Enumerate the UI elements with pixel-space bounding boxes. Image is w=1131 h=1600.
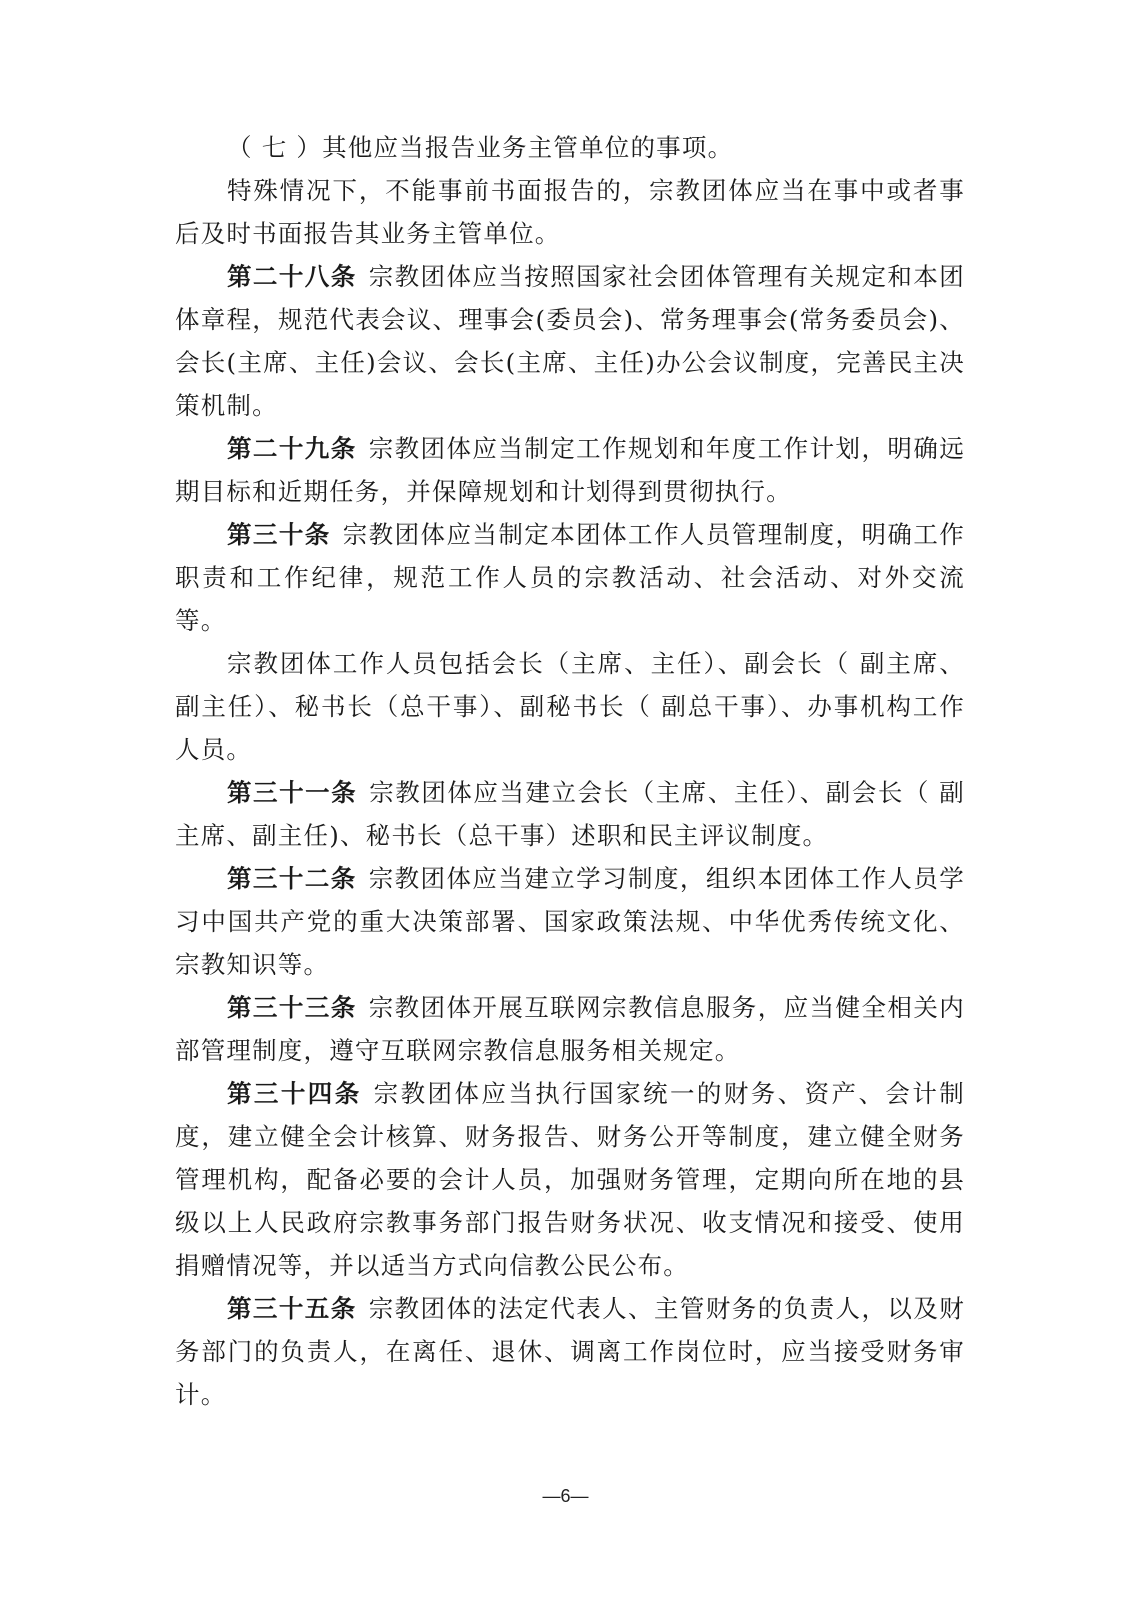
article-28 — [175, 255, 965, 427]
article-34 — [175, 1072, 965, 1287]
paragraph-item-7 — [175, 126, 965, 169]
article-35 — [175, 1287, 965, 1416]
paragraph-text: 宗教团体工作人员包括会长（主席、主任）、副会长（ 副主席、副主任）、秘书长（总干事）、副秘书长（ 副总干事）、办事机构工作人员。 — [175, 649, 965, 764]
paragraph-text: 宗教团体应当按照国家社会团体管理有关规定和本团体章程，规范代表会议、理事会(委员会)、常务理事会(常务委员会)、 会长(主席、主任)会议、会长(主席、主任)办公会议制度，完善民主决策机制。 — [175, 262, 965, 420]
article-heading: 第三十五条 — [227, 1294, 357, 1323]
article-heading: 第二十八条 — [227, 262, 357, 291]
paragraph-text: 特殊情况下，不能事前书面报告的，宗教团体应当在事中或者事后及时书面报告其业务主管单位。 — [175, 176, 965, 248]
document-body — [175, 126, 965, 1416]
paragraph-special-case — [175, 169, 965, 255]
paragraph-text: （ 七 ）其他应当报告业务主管单位的事项。 — [227, 133, 734, 162]
paragraph-text: 宗教团体应当执行国家统一的财务、资产、会计制度，建立健全会计核算、财务报告、财务公开等制度，建立健全财务管理机构，配备必要的会计人员，加强财务管理，定期向所在地的县级以上人民政府宗教事务部门报告财务状况、收支情况和接受、使用捐赠情况等，并以适当方式向信教公民公布。 — [175, 1079, 965, 1280]
paragraph-staff-definition — [175, 642, 965, 771]
article-30 — [175, 513, 965, 642]
article-29 — [175, 427, 965, 513]
paragraph-text: 宗教团体应当制定本团体工作人员管理制度，明确工作职责和工作纪律，规范工作人员的宗教活动、社会活动、对外交流等。 — [175, 520, 965, 635]
article-31 — [175, 771, 965, 857]
article-heading: 第三十二条 — [227, 864, 357, 893]
paragraph-text: 宗教团体应当建立学习制度，组织本团体工作人员学习中国共产党的重大决策部署、国家政策法规、中华优秀传统文化、宗教知识等。 — [175, 864, 965, 979]
page-number: —6— — [542, 1486, 589, 1506]
paragraph-text: 宗教团体应当制定工作规划和年度工作计划，明确远期目标和近期任务，并保障规划和计划得到贯彻执行。 — [175, 434, 965, 506]
article-heading: 第二十九条 — [227, 434, 357, 463]
article-heading: 第三十一条 — [227, 778, 358, 807]
paragraph-text: 宗教团体应当建立会长（主席、主任）、副会长（ 副主席、副主任)、秘书长（总干事）述职和民主评议制度。 — [175, 778, 966, 850]
article-33 — [175, 986, 965, 1072]
article-heading: 第三十条 — [227, 520, 331, 549]
paragraph-text: 宗教团体的法定代表人、主管财务的负责人，以及财务部门的负责人，在离任、退休、调离工作岗位时，应当接受财务审计。 — [175, 1294, 965, 1409]
article-heading: 第三十四条 — [227, 1079, 362, 1108]
article-heading: 第三十三条 — [227, 993, 357, 1022]
article-32 — [175, 857, 965, 986]
paragraph-text: 宗教团体开展互联网宗教信息服务，应当健全相关内部管理制度，遵守互联网宗教信息服务相关规定。 — [175, 993, 965, 1065]
